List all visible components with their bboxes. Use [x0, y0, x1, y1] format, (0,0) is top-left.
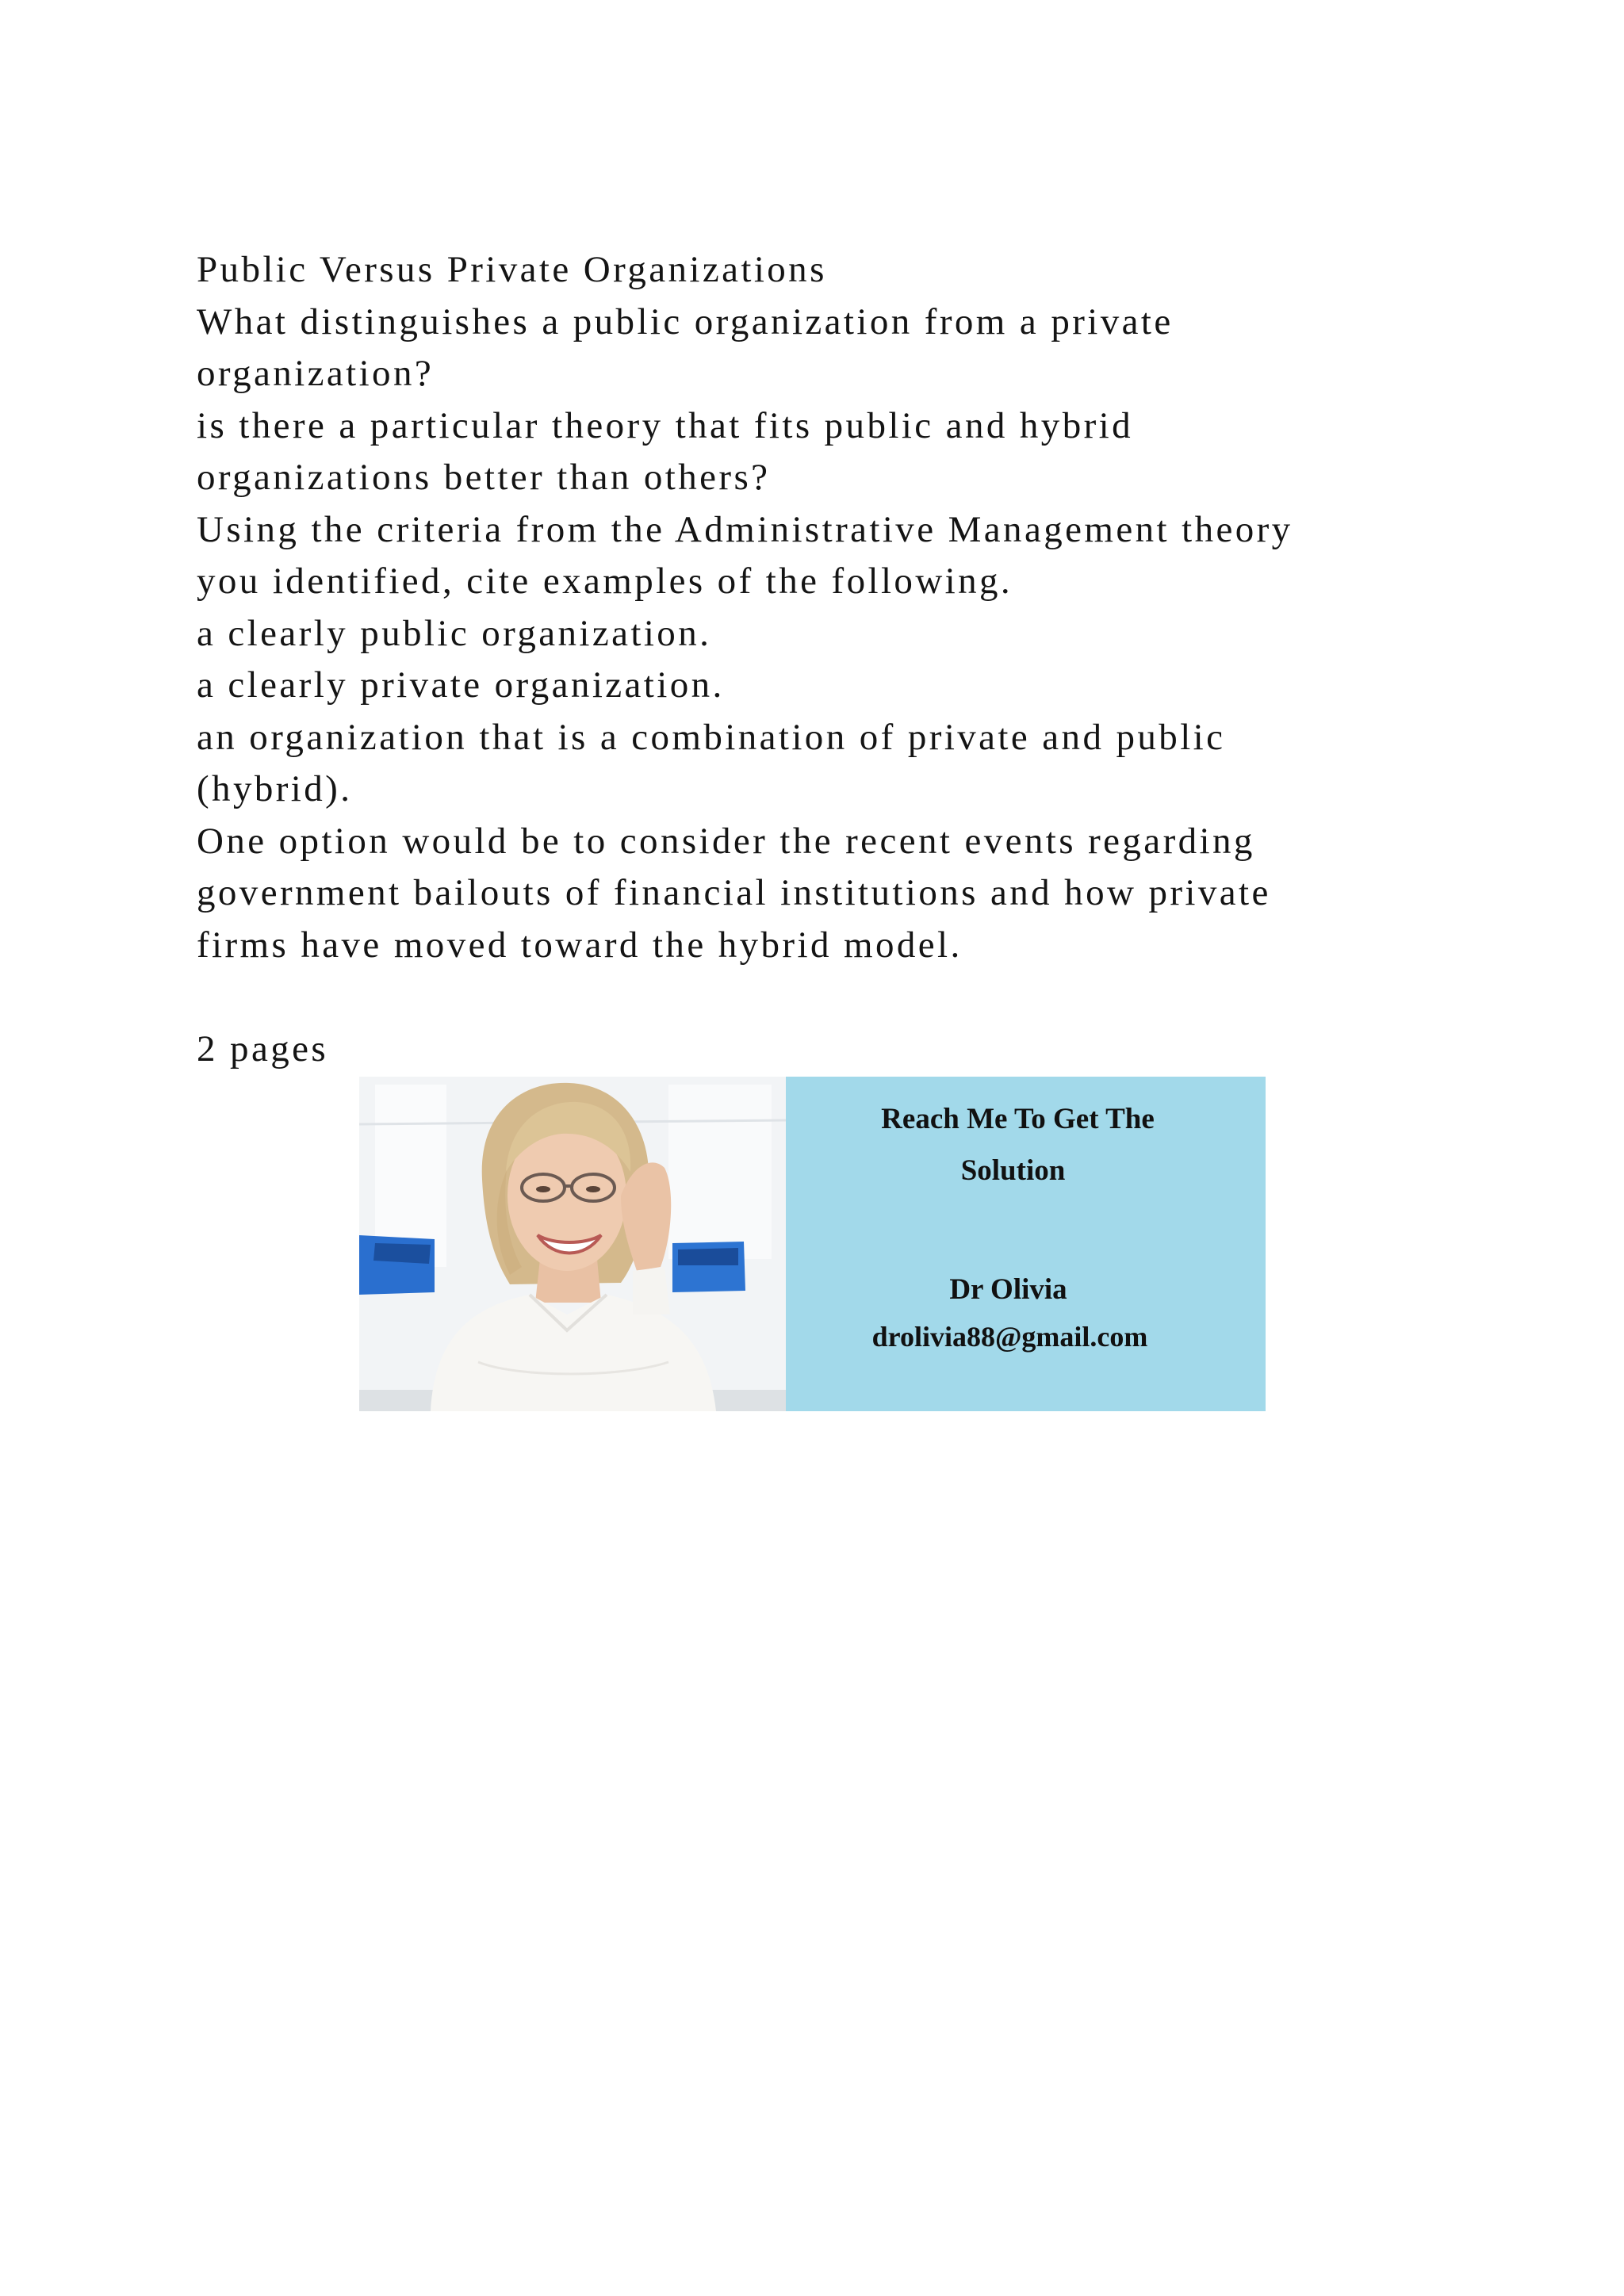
body-line: government bailouts of financial institutions and how private — [197, 872, 1271, 913]
document-title: Public Versus Private Organizations — [197, 249, 827, 290]
page-count: 2 pages — [197, 1027, 329, 1070]
body-line: One option would be to consider the recent events regarding — [197, 820, 1255, 862]
woman-photo — [359, 1077, 786, 1411]
body-line: a clearly public organization. — [197, 612, 712, 654]
body-line: an organization that is a combination of private and public — [197, 716, 1226, 758]
body-line: you identified, cite examples of the following. — [197, 561, 1013, 602]
woman-illustration — [359, 1077, 786, 1411]
cta-heading: Reach Me To Get The — [881, 1103, 1155, 1135]
contact-name: Dr Olivia — [949, 1273, 1067, 1306]
blank-line — [197, 971, 1434, 1024]
body-line: What distinguishes a public organization from a private — [197, 300, 1174, 342]
body-line: Using the criteria from the Administrative Management theory — [197, 508, 1293, 550]
contact-panel — [786, 1077, 1266, 1411]
document-body — [197, 244, 1434, 1075]
contact-banner — [359, 1077, 1266, 1411]
body-line: organizations better than others? — [197, 457, 771, 498]
body-line: organization? — [197, 353, 435, 394]
contact-email: drolivia88@gmail.com — [871, 1321, 1148, 1353]
cta-heading-2: Solution — [960, 1154, 1066, 1187]
body-line: firms have moved toward the hybrid model. — [197, 924, 963, 966]
body-line: (hybrid). — [197, 768, 353, 809]
body-line: a clearly private organization. — [197, 664, 725, 706]
body-line: is there a particular theory that fits public and hybrid — [197, 404, 1134, 446]
